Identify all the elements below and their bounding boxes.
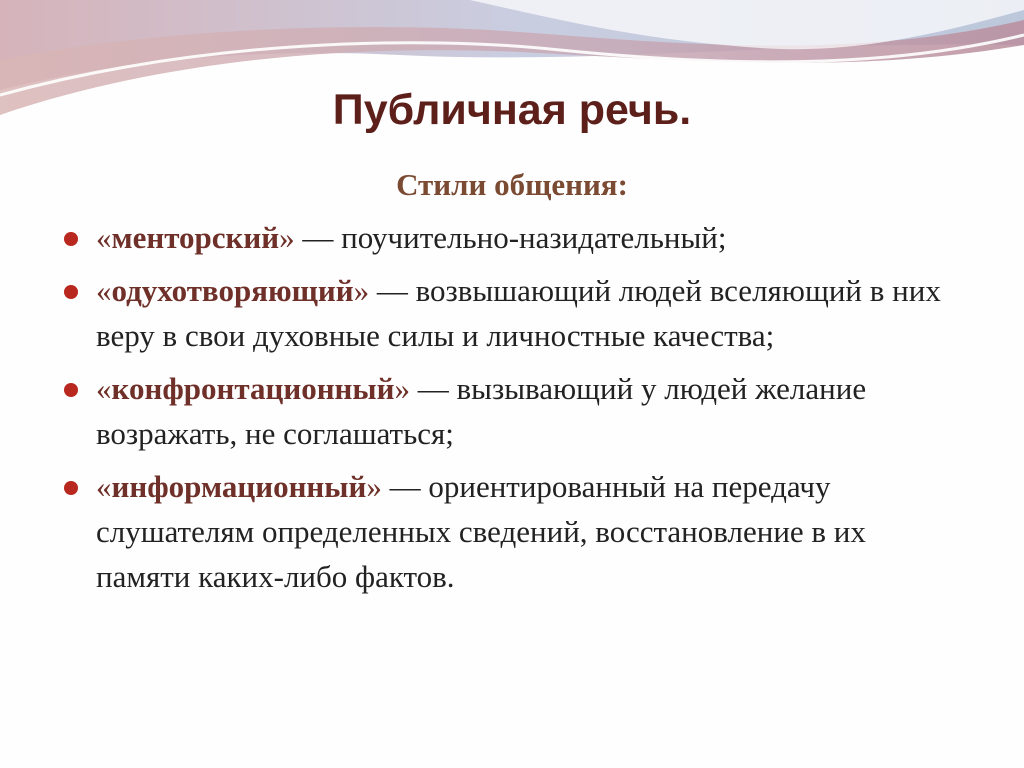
term-label: «конфронтационный» [96, 371, 410, 406]
term-description: — поучительно-назидательный; [294, 220, 727, 255]
list-item-inspiring [64, 268, 964, 358]
bullet-dot-icon [64, 285, 78, 299]
list-item-confrontational [64, 366, 964, 456]
list-item-mentor [64, 215, 964, 260]
term-description: — вызывающий у людей желание возражать, не соглашаться; [96, 371, 867, 451]
list-item-informational [64, 464, 964, 599]
communication-styles-list [64, 215, 964, 607]
list-item-text [96, 464, 964, 599]
term-description: — возвышающий людей вселяющий в них веру в свои духовные силы и личностные качества; [96, 273, 941, 353]
list-item-text [96, 366, 964, 456]
term-description: — ориентированный на передачу слушателям определенных сведений, восстановление в их памяти каких-либо фактов. [96, 469, 866, 594]
bullet-dot-icon [64, 232, 78, 246]
term-label: «менторский» [96, 220, 295, 255]
term-label: «информационный» [96, 469, 382, 504]
bullet-dot-icon [64, 481, 78, 495]
list-item-text [96, 215, 964, 260]
list-item-text [96, 268, 964, 358]
term-label: «одухотворяющий» [96, 273, 370, 308]
slide-subtitle: Стили общения: [396, 167, 628, 202]
slide-title: Публичная речь. [332, 86, 692, 134]
bullet-dot-icon [64, 383, 78, 397]
